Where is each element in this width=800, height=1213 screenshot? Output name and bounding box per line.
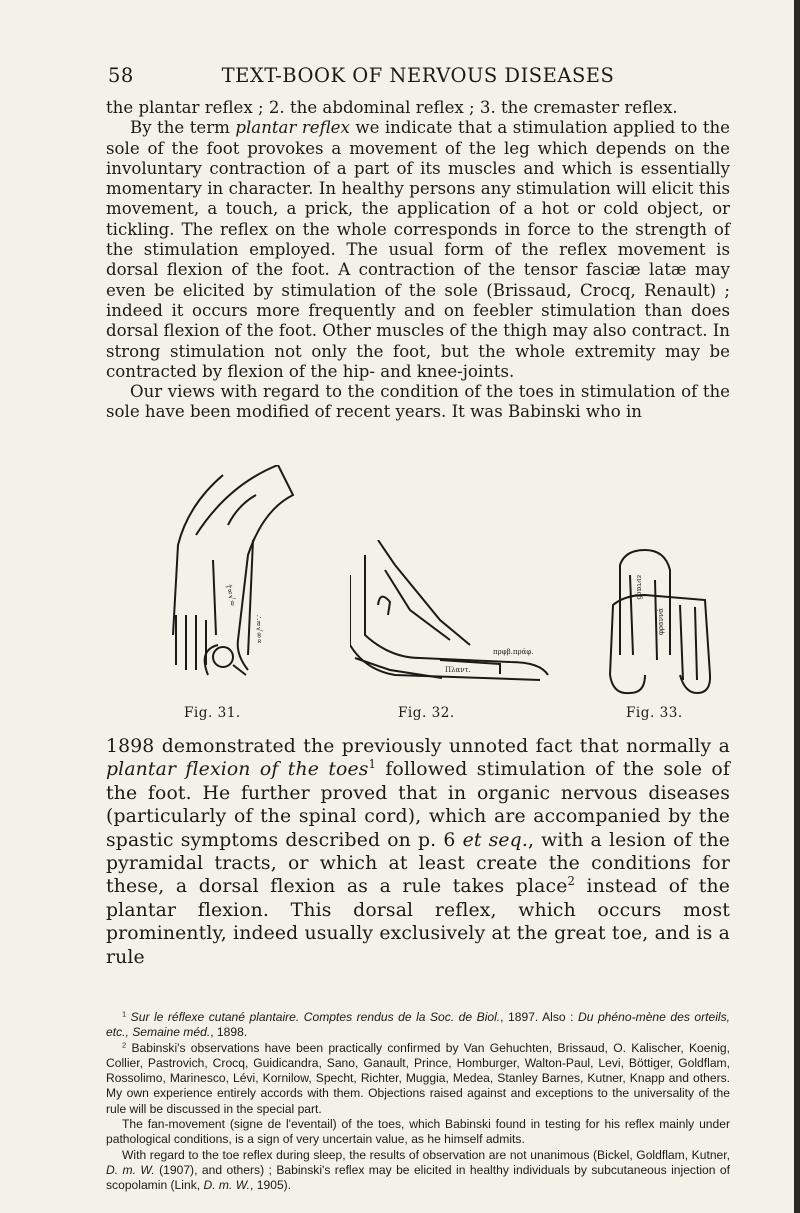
svg-text:†∞√≈: †∞√≈ — [224, 583, 238, 608]
svg-text:ενταςδ: ενταςδ — [635, 575, 643, 600]
figure-31-illustration — [168, 465, 318, 680]
figure-32-illustration — [350, 540, 550, 685]
footnote-ref-2[interactable]: 2 — [567, 874, 576, 889]
svg-text:∴≈√∞∝: ∴≈√∞∝ — [254, 614, 265, 645]
body-text-top — [106, 98, 730, 423]
footnote-2-sleep — [106, 1148, 730, 1194]
text-span: (1907), and others) ; Babinski's reflex may be elicited in healthy individuals by subcutaneous injection of scopolamin (Link, — [106, 1162, 730, 1193]
footnote-1 — [106, 1010, 730, 1041]
text-span: , with a lesion of the pyramidal tracts, or which at least create the conditions for these, a dorsal flexion as a rule takes place — [106, 829, 730, 898]
figure-31-caption: Fig. 31. — [184, 705, 241, 721]
emphasis-term: plantar flexion of the toes — [106, 759, 369, 781]
citation-title: Du phéno-mène des orteils, etc., Semaine méd. — [106, 1010, 730, 1040]
footnote-ref-1[interactable]: 1 — [368, 757, 377, 772]
figure-33-caption: Fig. 33. — [626, 705, 683, 721]
paragraph-1: the plantar reflex ; 2. the abdominal reflex ; 3. the cremaster reflex. — [106, 98, 678, 117]
emphasis-term: et seq. — [462, 829, 528, 851]
text-span: 1898 demonstrated the previously unnoted fact that normally a — [106, 736, 730, 757]
footnote-2-continued: The fan-movement (signe de l'eventail) of the toes, which Babinski found in testing for his reflex mainly under pathological conditions, is a sign of very uncertain value, as he himself admits. — [106, 1117, 730, 1147]
citation-title: D. m. W. — [203, 1178, 251, 1193]
svg-text:φραννά: φραννά — [657, 608, 665, 635]
text-span: With regard to the toe reflex during sleep, the results of observation are not unanimous (Bickel, Goldflam, Kutner, — [122, 1147, 730, 1162]
figures-row — [150, 465, 730, 730]
footnote-mark: 2 — [122, 1040, 127, 1050]
footnotes — [106, 1010, 730, 1194]
emphasis-term: plantar reflex — [235, 118, 350, 138]
text-span: By the term — [130, 118, 236, 138]
text-span: , 1898. — [210, 1025, 248, 1040]
text-span: , 1897. Also : — [500, 1010, 578, 1024]
text-span: followed stimulation of the sole of the foot. He further proved that in organic nervous diseases (particularly of the spinal cord), which are accompanied by the spastic symptoms described on p. 6 — [106, 759, 730, 851]
figure-33-illustration — [605, 545, 715, 695]
running-head — [108, 64, 728, 90]
text-span: we indicate that a stimulation applied to the sole of the foot provokes a movement of the leg which depends on the involuntary contraction of a part of its muscles and which is essentially momentary in character. In healthy persons any stimulation will elicit this movement, a touch, a prick, the application of a hot or cold object, or tickling. The reflex on the whole corresponds in force to the strength of the stimulation employed. The usual form of the reflex movement is dorsal flexion of the foot. A contraction of the tensor fasciæ latæ may even be elicited by stimulation of the sole (Brissaud, Crocq, Renault) ; indeed it occurs more frequently and on feebler stimulation than does dorsal flexion of the foot. Other muscles of the thigh may also contract. In strong stimulation not only the foot, but the whole extremity may be contracted by flexion of the hip- and knee-joints. — [106, 118, 730, 381]
svg-text:Πλαντ.: Πλαντ. — [445, 666, 471, 674]
svg-text:πρφβ.πράφ.: πρφβ.πράφ. — [493, 648, 534, 656]
citation-title: Sur le réflexe cutané plantaire. Comptes rendus de la Soc. de Biol. — [130, 1010, 501, 1024]
text-span: Babinski's observations have been practically confirmed by Van Gehuchten, Brissaud, O. Kalischer, Koenig, Collier, Pastrovich, Crocq, Guidicandra, Sano, Ganault, Prince, Homburger, Walton-Paul, Levi, Böttiger, Goldflam, Rossolimo, Marinesco, Lévi, Kornilow, Specht, Richter, Muggia, Medea, Stanley Barnes, Kutner, Knapp and others. My own experience entirely accords with them. Objections raised against and exceptions to the universality of the rule will be discussed in the special part. — [106, 1040, 730, 1116]
citation-title: D. m. W. — [106, 1162, 155, 1177]
text-span: instead of the plantar flexion. This dorsal reflex, which occurs most prominently, indeed usually exclusively at the great toe, and is a rule — [106, 876, 730, 968]
paragraph-3: Our views with regard to the condition of the toes in stimulation of the sole have been modified of recent years. It was Babinski who in — [106, 382, 730, 422]
footnote-2 — [106, 1041, 730, 1117]
footnote-mark: 1 — [122, 1009, 127, 1019]
page-number: 58 — [108, 64, 134, 87]
body-text-bottom — [106, 735, 730, 969]
scan-edge-shadow — [794, 0, 800, 1213]
figure-32-caption: Fig. 32. — [398, 705, 455, 721]
text-span: , 1905). — [250, 1178, 292, 1193]
paragraph-2 — [106, 118, 730, 382]
page-title: TEXT-BOOK OF NERVOUS DISEASES — [221, 64, 615, 87]
